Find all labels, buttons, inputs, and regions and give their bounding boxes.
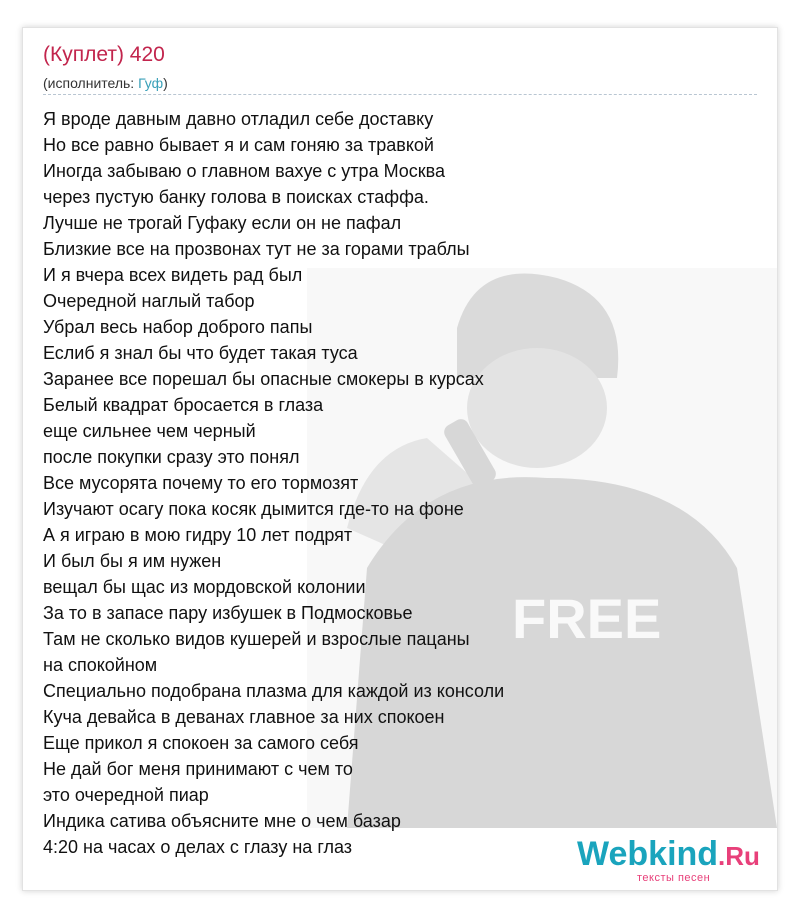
artist-suffix: ) bbox=[163, 75, 168, 91]
lyric-line: А я играю в мою гидру 10 лет подрят bbox=[43, 525, 353, 545]
lyric-line: Иногда забываю о главном вахуе с утра Москва bbox=[43, 161, 446, 181]
logo-wordmark bbox=[577, 834, 760, 876]
lyric-line: Специально подобрана плазма для каждой из консоли bbox=[43, 681, 505, 701]
shirt-text: FREE bbox=[512, 587, 662, 650]
lyric-line: Индика сатива объясните мне о чем базар bbox=[43, 811, 401, 831]
lyric-line: Но все равно бывает я и сам гоняю за травкой bbox=[43, 135, 434, 155]
lyric-line: Очередной наглый табор bbox=[43, 291, 255, 311]
lyric-line: Лучше не трогай Гуфаку если он не пафал bbox=[43, 213, 402, 233]
lyric-line: Не дай бог меня принимают с чем то bbox=[43, 759, 353, 779]
header-divider bbox=[43, 94, 757, 95]
lyric-line: после покупки сразу это понял bbox=[43, 447, 300, 467]
lyrics-text bbox=[43, 106, 504, 860]
artist-prefix: (исполнитель: bbox=[43, 75, 139, 91]
artist-link[interactable]: Гуф bbox=[138, 75, 164, 91]
lyrics-card bbox=[22, 27, 778, 891]
lyric-line: И я вчера всех видеть рад был bbox=[43, 265, 303, 285]
logo-tagline: тексты песен bbox=[637, 872, 711, 884]
logo-domain-text: .Ru bbox=[718, 841, 760, 871]
lyric-line: еще сильнее чем черный bbox=[43, 421, 256, 441]
lyric-line: Изучают осагу пока косяк дымится где-то на фоне bbox=[43, 499, 464, 519]
lyric-line: Я вроде давным давно отладил себе доставку bbox=[43, 109, 434, 129]
song-title: (Куплет) 420 bbox=[43, 43, 165, 66]
lyric-line: И был бы я им нужен bbox=[43, 551, 222, 571]
lyric-line: Близкие все на прозвонах тут не за горами траблы bbox=[43, 239, 470, 259]
lyric-line: Еще прикол я спокоен за самого себя bbox=[43, 733, 359, 753]
lyric-line: Убрал весь набор доброго папы bbox=[43, 317, 313, 337]
lyric-line: Куча девайса в деванах главное за них спокоен bbox=[43, 707, 445, 727]
lyric-line: вещал бы щас из мордовской колонии bbox=[43, 577, 366, 597]
lyric-line: За то в запасе пару избушек в Подмосковье bbox=[43, 603, 413, 623]
lyric-line: Там не сколько видов кушерей и взрослые пацаны bbox=[43, 629, 470, 649]
lyric-line: Все мусорята почему то его тормозят bbox=[43, 473, 359, 493]
webkind-logo[interactable] bbox=[577, 834, 773, 886]
lyric-line: Белый квадрат бросается в глаза bbox=[43, 395, 324, 415]
lyric-line: Заранее все порешал бы опасные смокеры в курсах bbox=[43, 369, 484, 389]
logo-main-text: Webkind bbox=[577, 835, 719, 873]
lyric-line: 4:20 на часах о делах с глазу на глаз bbox=[43, 837, 353, 857]
lyric-line: на спокойном bbox=[43, 655, 158, 675]
lyric-line: это очередной пиар bbox=[43, 785, 209, 805]
lyric-line: через пустую банку голова в поисках стаффа. bbox=[43, 187, 429, 207]
lyric-line: Еслиб я знал бы что будет такая туса bbox=[43, 343, 358, 363]
song-subtitle bbox=[43, 74, 168, 92]
